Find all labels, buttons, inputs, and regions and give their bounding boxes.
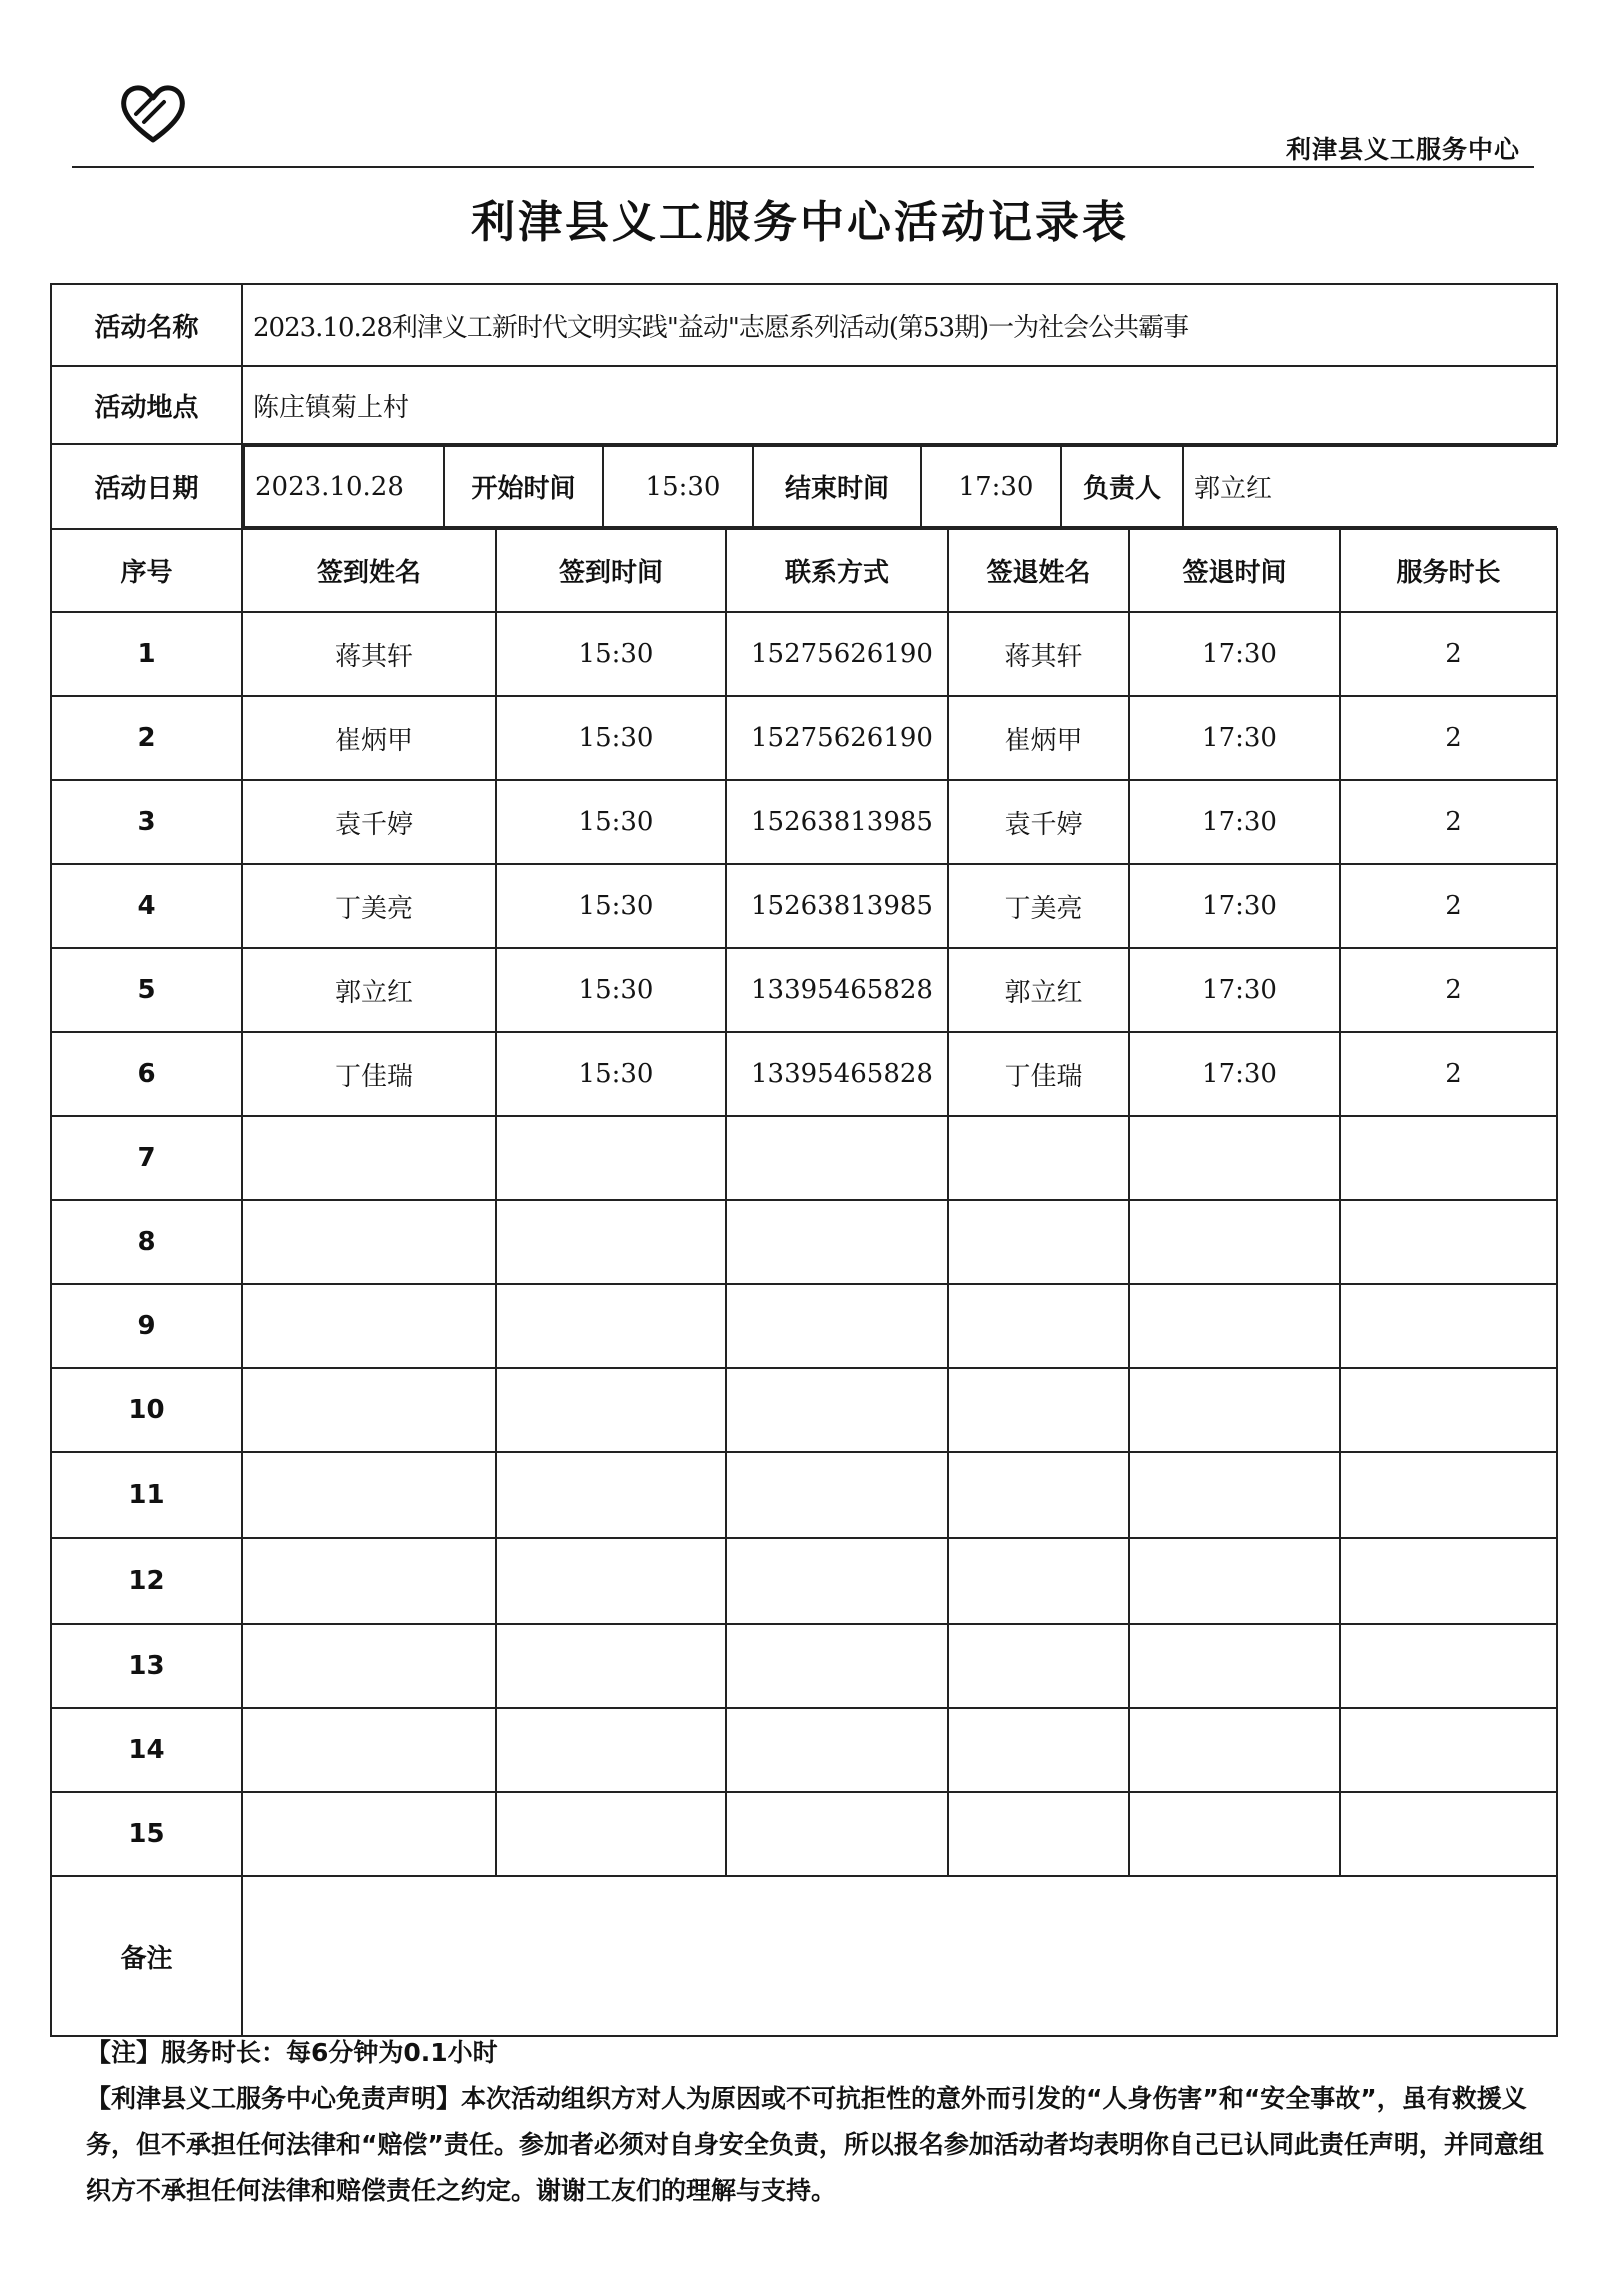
signin-time-cell: 15:30: [496, 1032, 726, 1116]
signout-name-cell: 袁千婷: [948, 780, 1129, 864]
signout-time-cell: [1129, 1452, 1340, 1538]
signout-time-cell: [1129, 1538, 1340, 1624]
signout-time-cell: 17:30: [1129, 1032, 1340, 1116]
page-title: 利津县义工服务中心活动记录表: [471, 197, 1129, 248]
activity-date-label: 活动日期: [51, 444, 242, 529]
signin-name-cell: 丁佳瑞: [242, 1032, 496, 1116]
row-number-cell: 8: [51, 1200, 242, 1284]
service-hours-cell: [1340, 1452, 1557, 1538]
signin-time-cell: [496, 1538, 726, 1624]
table-row: [51, 864, 1557, 948]
table-row: [51, 1032, 1557, 1116]
col-header-contact: 联系方式: [726, 529, 948, 612]
col-header-signout-name: 签退姓名: [948, 529, 1129, 612]
contact-cell: [726, 1708, 948, 1792]
start-time-value: 15:30: [603, 446, 753, 527]
signout-name-cell: [948, 1624, 1129, 1708]
activity-record-table: [50, 283, 1557, 2037]
signin-time-cell: [496, 1368, 726, 1452]
col-header-signout-time: 签退时间: [1129, 529, 1340, 612]
signin-time-cell: [496, 1284, 726, 1368]
activity-date-value: 2023.10.28: [244, 446, 444, 527]
contact-cell: [726, 1624, 948, 1708]
signout-time-cell: [1129, 1116, 1340, 1200]
service-hours-cell: 2: [1340, 780, 1557, 864]
remarks-row: [51, 1876, 1557, 2036]
table-row: [51, 1368, 1557, 1452]
signout-time-cell: 17:30: [1129, 864, 1340, 948]
signin-time-cell: [496, 1200, 726, 1284]
row-number-cell: 5: [51, 948, 242, 1032]
service-hours-cell: [1340, 1538, 1557, 1624]
col-header-service-hours: 服务时长: [1340, 529, 1557, 612]
header-divider: [72, 166, 1534, 168]
signin-name-cell: [242, 1708, 496, 1792]
signin-name-cell: 郭立红: [242, 948, 496, 1032]
date-time-cell: [242, 444, 1557, 529]
leader-value: 郭立红: [1183, 446, 1557, 527]
contact-cell: [726, 1538, 948, 1624]
contact-cell: [726, 1368, 948, 1452]
date-time-subtable: [243, 445, 1557, 528]
remarks-label: 备注: [51, 1876, 242, 2036]
signout-name-cell: [948, 1708, 1129, 1792]
signin-name-cell: [242, 1284, 496, 1368]
signout-name-cell: 丁美亮: [948, 864, 1129, 948]
signout-time-cell: 17:30: [1129, 612, 1340, 696]
signin-time-cell: 15:30: [496, 780, 726, 864]
signin-name-cell: 丁美亮: [242, 864, 496, 948]
signin-name-cell: 崔炳甲: [242, 696, 496, 780]
signin-time-cell: [496, 1792, 726, 1876]
row-number-cell: 3: [51, 780, 242, 864]
row-number-cell: 4: [51, 864, 242, 948]
footer-notes: [86, 2030, 1546, 2214]
signout-name-cell: [948, 1452, 1129, 1538]
row-number-cell: 10: [51, 1368, 242, 1452]
contact-cell: 15263813985: [726, 864, 948, 948]
service-hours-cell: 2: [1340, 864, 1557, 948]
contact-cell: 15263813985: [726, 780, 948, 864]
contact-cell: 13395465828: [726, 948, 948, 1032]
contact-cell: [726, 1116, 948, 1200]
signout-name-cell: [948, 1538, 1129, 1624]
contact-cell: [726, 1284, 948, 1368]
signin-name-cell: [242, 1368, 496, 1452]
contact-cell: [726, 1200, 948, 1284]
table-row: [51, 948, 1557, 1032]
table-row: [51, 696, 1557, 780]
signout-name-cell: [948, 1116, 1129, 1200]
signin-time-cell: 15:30: [496, 948, 726, 1032]
signin-time-cell: [496, 1708, 726, 1792]
signin-time-cell: [496, 1452, 726, 1538]
row-number-cell: 9: [51, 1284, 242, 1368]
end-time-label: 结束时间: [753, 446, 921, 527]
row-number-cell: 2: [51, 696, 242, 780]
signout-name-cell: 丁佳瑞: [948, 1032, 1129, 1116]
service-hours-cell: [1340, 1116, 1557, 1200]
signout-time-cell: [1129, 1708, 1340, 1792]
signout-name-cell: [948, 1284, 1129, 1368]
signin-name-cell: [242, 1452, 496, 1538]
leader-label: 负责人: [1061, 446, 1183, 527]
row-number-cell: 7: [51, 1116, 242, 1200]
service-hours-note: 【注】服务时长：每6分钟为0.1小时: [86, 2038, 498, 2067]
table-row: [51, 1284, 1557, 1368]
table-row: [51, 1792, 1557, 1876]
signout-name-cell: [948, 1792, 1129, 1876]
signout-time-cell: [1129, 1792, 1340, 1876]
table-row: [51, 1452, 1557, 1538]
col-header-signin-name: 签到姓名: [242, 529, 496, 612]
activity-place-value: 陈庄镇菊上村: [242, 366, 1557, 444]
service-hours-cell: [1340, 1284, 1557, 1368]
activity-name-row: [51, 284, 1557, 366]
signout-time-cell: [1129, 1200, 1340, 1284]
table-row: [51, 1116, 1557, 1200]
contact-cell: [726, 1792, 948, 1876]
org-name-header: 利津县义工服务中心: [1285, 135, 1520, 164]
row-number-cell: 1: [51, 612, 242, 696]
signout-time-cell: [1129, 1284, 1340, 1368]
signout-time-cell: 17:30: [1129, 780, 1340, 864]
service-hours-cell: 2: [1340, 696, 1557, 780]
signin-time-cell: [496, 1116, 726, 1200]
activity-date-row: [51, 444, 1557, 529]
signin-time-cell: [496, 1624, 726, 1708]
signin-name-cell: [242, 1116, 496, 1200]
activity-place-label: 活动地点: [51, 366, 242, 444]
signout-name-cell: [948, 1200, 1129, 1284]
table-row: [51, 612, 1557, 696]
end-time-value: 17:30: [921, 446, 1061, 527]
start-time-label: 开始时间: [444, 446, 603, 527]
row-number-cell: 14: [51, 1708, 242, 1792]
col-header-signin-time: 签到时间: [496, 529, 726, 612]
activity-place-row: [51, 366, 1557, 444]
contact-cell: 15275626190: [726, 696, 948, 780]
service-hours-cell: [1340, 1368, 1557, 1452]
table-row: [51, 1200, 1557, 1284]
col-header-no: 序号: [51, 529, 242, 612]
service-hours-cell: [1340, 1624, 1557, 1708]
signin-name-cell: [242, 1792, 496, 1876]
contact-cell: 13395465828: [726, 1032, 948, 1116]
row-number-cell: 15: [51, 1792, 242, 1876]
table-row: [51, 1538, 1557, 1624]
row-number-cell: 13: [51, 1624, 242, 1708]
signin-name-cell: [242, 1538, 496, 1624]
contact-cell: [726, 1452, 948, 1538]
signout-time-cell: 17:30: [1129, 696, 1340, 780]
service-hours-cell: 2: [1340, 948, 1557, 1032]
signin-time-cell: 15:30: [496, 864, 726, 948]
heart-icon: [118, 78, 188, 148]
table-row: [51, 780, 1557, 864]
signin-time-cell: 15:30: [496, 696, 726, 780]
signin-name-cell: [242, 1200, 496, 1284]
signout-time-cell: 17:30: [1129, 948, 1340, 1032]
activity-name-value: 2023.10.28利津义工新时代文明实践"益动"志愿系列活动(第53期)一为社会公共霸事: [242, 284, 1557, 366]
signout-name-cell: 郭立红: [948, 948, 1129, 1032]
contact-cell: 15275626190: [726, 612, 948, 696]
signout-time-cell: [1129, 1368, 1340, 1452]
signin-time-cell: 15:30: [496, 612, 726, 696]
row-number-cell: 12: [51, 1538, 242, 1624]
service-hours-cell: [1340, 1708, 1557, 1792]
signout-time-cell: [1129, 1624, 1340, 1708]
table-row: [51, 1624, 1557, 1708]
remarks-value: [242, 1876, 1557, 2036]
signin-name-cell: 袁千婷: [242, 780, 496, 864]
disclaimer-text: 【利津县义工服务中心免责声明】本次活动组织方对人为原因或不可抗拒性的意外而引发的“人身伤害”和“安全事故”，虽有救援义务，但不承担任何法律和“赔偿”责任。参加者必须对自身安全负责，所以报名参加活动者均表明你自己已认同此责任声明，并同意组织方不承担任何法律和赔偿责任之约定。谢谢工友们的理解与支持。: [86, 2084, 1544, 2205]
signout-name-cell: [948, 1368, 1129, 1452]
service-hours-cell: [1340, 1792, 1557, 1876]
service-hours-cell: 2: [1340, 612, 1557, 696]
signin-name-cell: [242, 1624, 496, 1708]
service-hours-cell: 2: [1340, 1032, 1557, 1116]
row-number-cell: 11: [51, 1452, 242, 1538]
service-hours-cell: [1340, 1200, 1557, 1284]
signout-name-cell: 崔炳甲: [948, 696, 1129, 780]
signin-name-cell: 蒋其轩: [242, 612, 496, 696]
table-row: [51, 1708, 1557, 1792]
activity-name-label: 活动名称: [51, 284, 242, 366]
row-number-cell: 6: [51, 1032, 242, 1116]
signout-name-cell: 蒋其轩: [948, 612, 1129, 696]
column-header-row: [51, 529, 1557, 612]
